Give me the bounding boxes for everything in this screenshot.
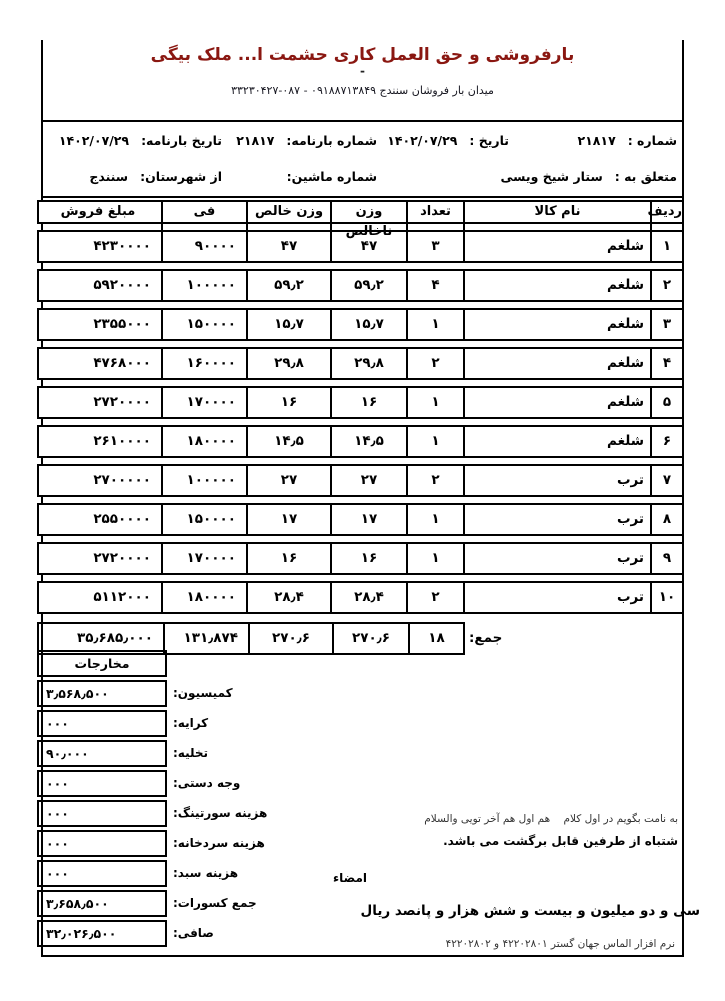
sale-amount: ۴۲۳۰۰۰۰ [93, 238, 151, 254]
row-number: ۲ [650, 271, 682, 300]
waybill-number-field [227, 133, 382, 160]
count: ۲ [406, 349, 463, 378]
sale-amount: ۲۷۲۰۰۰۰ [93, 394, 151, 410]
count: ۲ [406, 583, 463, 612]
header-item-name: نام کالا [463, 202, 650, 242]
count: ۴ [406, 271, 463, 300]
unit-price: ۱۶۰۰۰۰ [161, 349, 246, 378]
item-name: ترب [463, 466, 650, 495]
table-row [37, 269, 684, 302]
row-number: ۹ [650, 544, 682, 573]
sum-label: جمع: [469, 630, 503, 646]
title-block [43, 40, 682, 122]
gross-weight: ۱۷ [330, 505, 406, 534]
net-weight: ۴۷ [246, 232, 330, 261]
count: ۲ [406, 466, 463, 495]
net-weight: ۱۷ [246, 505, 330, 534]
gross-weight: ۱۴٫۵ [330, 427, 406, 456]
expenses-header: مخارجات [37, 650, 167, 677]
cash-payment-value: ۰۰۰ [37, 770, 167, 797]
items-table [37, 200, 684, 655]
sale-amount: ۲۵۵۰۰۰۰ [93, 511, 151, 527]
expense-row [37, 770, 417, 797]
header-row-number: ردیف [650, 202, 682, 242]
total-deductions-value: ۳٫۶۵۸٫۵۰۰ [37, 890, 167, 917]
unit-price: ۱۰۰۰۰۰ [161, 271, 246, 300]
count: ۱ [406, 310, 463, 339]
sum-unit-price: ۱۳۱٫۸۷۴ [163, 622, 248, 655]
invoice-date-value: ۱۴۰۲/۰۷/۲۹ [387, 133, 458, 148]
sale-amount: ۵۹۲۰۰۰۰ [93, 277, 151, 293]
sorting-cost-label: هزینه سورتینگ: [173, 806, 268, 820]
unit-price: ۱۵۰۰۰۰ [161, 505, 246, 534]
net-weight: ۲۸٫۴ [246, 583, 330, 612]
sum-net-weight: ۲۷۰٫۶ [248, 622, 332, 655]
item-name: شلغم [463, 349, 650, 378]
gross-weight: ۱۶ [330, 544, 406, 573]
sale-amount: ۲۳۵۵۰۰۰ [93, 316, 151, 332]
unit-price: ۱۸۰۰۰۰ [161, 583, 246, 612]
cold-storage-label: هزینه سردخانه: [173, 836, 265, 850]
signature-label: امضاء [333, 871, 368, 885]
sum-empty [652, 622, 684, 655]
sale-amount: ۲۶۱۰۰۰۰ [93, 433, 151, 449]
total-deductions-label: جمع کسورات: [173, 896, 257, 910]
item-name: شلغم [463, 232, 650, 261]
unit-price: ۱۰۰۰۰۰ [161, 466, 246, 495]
net-weight: ۱۶ [246, 544, 330, 573]
header-gross-weight: وزن ناخالص [330, 202, 406, 242]
invoice-date-label: تاریخ : [469, 133, 509, 148]
row-number: ۳ [650, 310, 682, 339]
unit-price: ۱۸۰۰۰۰ [161, 427, 246, 456]
table-row [37, 347, 684, 380]
invoice-date-field [382, 133, 514, 160]
machine-number-field [227, 169, 382, 196]
expense-row [37, 830, 417, 857]
table-row [37, 542, 684, 575]
item-name: ترب [463, 583, 650, 612]
info-block [43, 122, 682, 198]
unit-price: ۱۷۰۰۰۰ [161, 544, 246, 573]
table-row [37, 425, 684, 458]
table-row [37, 581, 684, 614]
waybill-number-value: ۲۱۸۱۷ [236, 133, 275, 148]
waybill-number-label: شماره بارنامه: [286, 133, 377, 148]
invoice-number-label: شماره : [627, 133, 677, 148]
count: ۱ [406, 544, 463, 573]
basket-cost-label: هزینه سبد: [173, 866, 239, 880]
belongs-to-value: ستار شیخ ویسی [500, 169, 603, 184]
table-row [37, 308, 684, 341]
header-count: تعداد [406, 202, 463, 242]
return-note: شتباه از طرفین قابل برگشت می باشد. [443, 834, 678, 848]
gross-weight: ۴۷ [330, 232, 406, 261]
gross-weight: ۲۷ [330, 466, 406, 495]
table-row [37, 386, 684, 419]
cold-storage-value: ۰۰۰ [37, 830, 167, 857]
cash-payment-label: وجه دستی: [173, 776, 241, 790]
table-row [37, 503, 684, 536]
row-number: ۵ [650, 388, 682, 417]
commission-label: کمیسیون: [173, 686, 233, 700]
gross-weight: ۱۵٫۷ [330, 310, 406, 339]
company-title: بارفروشی و حق العمل کاری حشمت ا... ملک بیگی [150, 45, 575, 65]
company-address: میدان بار فروشان سنندج ۰۹۱۸۸۷۱۳۸۴۹ - ۰۸۷-۳۳۲۳۰۴۲۷ [231, 84, 494, 97]
waybill-date-value: ۱۴۰۲/۰۷/۲۹ [58, 133, 130, 148]
count: ۱ [406, 427, 463, 456]
header-unit-price: فی [161, 202, 246, 242]
poem-line: به نامت بگویم در اول کلام هم اول هم آخر تویی والسلام [424, 813, 678, 825]
item-name: شلغم [463, 388, 650, 417]
basket-cost-value: ۰۰۰ [37, 860, 167, 887]
gross-weight: ۲۹٫۸ [330, 349, 406, 378]
gross-weight: ۵۹٫۲ [330, 271, 406, 300]
table-row [37, 230, 684, 263]
net-total-value: ۳۲٫۰۲۶٫۵۰۰ [37, 920, 167, 947]
belongs-to-field [500, 169, 682, 196]
sale-amount: ۲۷۰۰۰۰۰ [93, 472, 151, 488]
count: ۱ [406, 388, 463, 417]
expense-row [37, 740, 417, 767]
sale-amount: ۴۷۶۸۰۰۰ [93, 355, 151, 371]
header-sale-amount: مبلغ فروش [60, 204, 136, 219]
header-net-weight: وزن خالص [246, 202, 330, 242]
from-city-field [39, 169, 227, 196]
sum-count: ۱۸ [408, 622, 465, 655]
unit-price: ۹۰۰۰۰ [161, 232, 246, 261]
row-number: ۴ [650, 349, 682, 378]
table-row [37, 464, 684, 497]
sale-amount: ۲۷۲۰۰۰۰ [93, 550, 151, 566]
unit-price: ۱۷۰۰۰۰ [161, 388, 246, 417]
row-number: ۱ [650, 232, 682, 261]
gross-weight: ۲۸٫۴ [330, 583, 406, 612]
belongs-to-label: متعلق به : [614, 169, 677, 184]
from-city-label: از شهرستان: [140, 169, 222, 184]
row-number: ۷ [650, 466, 682, 495]
gross-weight: ۱۶ [330, 388, 406, 417]
net-weight: ۱۶ [246, 388, 330, 417]
expense-row [37, 710, 417, 737]
net-weight: ۱۵٫۷ [246, 310, 330, 339]
expense-row [37, 680, 417, 707]
sum-sale-amount: ۳۵٫۶۸۵٫۰۰۰ [37, 622, 163, 655]
net-total-label: صافی: [173, 926, 214, 940]
expenses-header-row [37, 650, 417, 677]
row-number: ۸ [650, 505, 682, 534]
unloading-value: ۹۰٫۰۰۰ [37, 740, 167, 767]
freight-value: ۰۰۰ [37, 710, 167, 737]
item-name: شلغم [463, 310, 650, 339]
net-weight: ۱۴٫۵ [246, 427, 330, 456]
commission-value: ۳٫۵۶۸٫۵۰۰ [37, 680, 167, 707]
unloading-label: تخلیه: [173, 746, 209, 760]
waybill-date-field [39, 133, 227, 160]
waybill-date-label: تاریخ بارنامه: [141, 133, 222, 148]
invoice-number-field [514, 133, 682, 160]
item-name: ترب [463, 505, 650, 534]
title-dash: - [360, 64, 365, 78]
sale-amount: ۵۱۱۲۰۰۰ [93, 589, 151, 605]
count: ۳ [406, 232, 463, 261]
expense-row [37, 920, 417, 947]
sum-gross-weight: ۲۷۰٫۶ [332, 622, 408, 655]
info-spacer [382, 169, 514, 196]
sorting-cost-value: ۰۰۰ [37, 800, 167, 827]
count: ۱ [406, 505, 463, 534]
item-name: ترب [463, 544, 650, 573]
software-credit: نرم افزار الماس جهان گستر ۴۲۲۰۲۸۰۱ و ۴۲۲۰۲۸۰۲ [445, 938, 675, 950]
net-weight: ۲۹٫۸ [246, 349, 330, 378]
amount-in-words: سی و دو میلیون و بیست و شش هزار و پانصد ریال [360, 903, 700, 919]
unit-price: ۱۵۰۰۰۰ [161, 310, 246, 339]
net-weight: ۲۷ [246, 466, 330, 495]
row-number: ۱۰ [650, 583, 682, 612]
machine-number-label: شماره ماشین: [286, 169, 377, 184]
table-header-row [37, 200, 684, 239]
item-name: شلغم [463, 271, 650, 300]
item-name: شلغم [463, 427, 650, 456]
invoice-number-value: ۲۱۸۱۷ [577, 133, 616, 148]
expense-row [37, 800, 417, 827]
from-city-value: سنندج [89, 169, 129, 184]
net-weight: ۵۹٫۲ [246, 271, 330, 300]
freight-label: کرایه: [173, 716, 209, 730]
row-number: ۶ [650, 427, 682, 456]
